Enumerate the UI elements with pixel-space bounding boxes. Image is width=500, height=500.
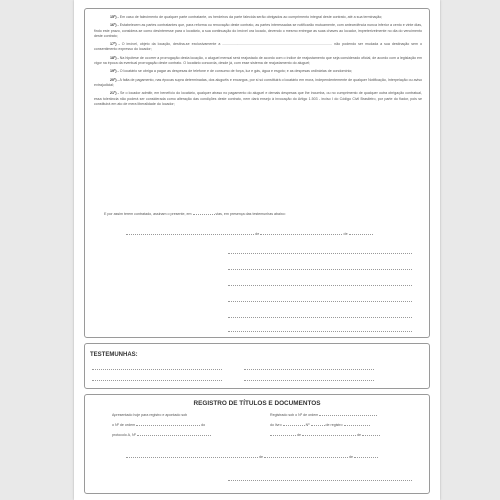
registry-right-row-3: [270, 433, 380, 437]
signature-line-6[interactable]: [228, 331, 412, 332]
registry-left-text-1: Apresentado hoje para registro e apontado sob: [112, 413, 188, 417]
registry-right-row-2: [270, 423, 370, 427]
registry-right-text-3b: de: [357, 433, 361, 437]
registry-bottom-de-1: de: [259, 455, 263, 459]
signature-line-5[interactable]: [228, 317, 412, 318]
registry-left-row-3: [112, 433, 211, 437]
registry-right-text-2c: de registro: [325, 423, 343, 427]
registry-right-text-2a: do livro: [270, 423, 282, 427]
registry-bottom-date-row: [126, 455, 378, 459]
clause-21-text: Se o locador admitir, em benefício do locatário, qualquer atraso no pagamento do aluguel e demais despesas que lhe incumba, ou no cumprimento de qualquer outra obrigação contratual, essa tolerância não poderá ser considerada como alteração das condições deste contrato, nem dará ensejo à invocação do Artigo 1.503 - inciso I do Código Civil Brasileiro, por parte do fiador, pois se constituirá em ato de mera liberalidade do locador;: [94, 91, 422, 106]
registry-year-field[interactable]: [362, 433, 380, 436]
clause-17-number: 17ª) -: [110, 42, 120, 47]
clause-17-text: O imóvel, objeto da locação, destina-se exclusivamente a .............................................................................................................. não podendo ser mudada a sua destinação sem o consentimento expresso do locador;: [94, 42, 422, 52]
contract-page: [74, 0, 440, 500]
registry-right-text-2b: Nº: [305, 423, 310, 427]
signature-line-3[interactable]: [228, 285, 412, 286]
clause-18-number: 18ª) -: [110, 55, 119, 60]
book-number-field[interactable]: [311, 423, 325, 426]
witness-2-doc-line[interactable]: [244, 380, 374, 381]
clause-19-text: O locatário se obriga a pagar as despesas de telefone e de consumo de força, luz e gás, água e esgoto; e as despesas ordinárias de condomínio;: [119, 69, 353, 74]
registry-bottom-de-2: de: [349, 455, 353, 459]
registry-number-field[interactable]: [344, 423, 370, 426]
registry-city-field[interactable]: [126, 455, 258, 458]
clause-20-text: A falta de pagamento, nas épocas supra determinadas, dos aluguéis e encargos, por si só constituirá o locatário em mora, independentemente de qualquer Notificação, Interpelação ou aviso extrajudicial;: [94, 77, 423, 87]
clause-15-number: 15ª) -: [110, 15, 119, 19]
closing-text-after: vias, em presença das testemunhas abaixo:: [215, 212, 286, 216]
signature-line-2[interactable]: [228, 269, 412, 270]
registry-right-row-1: [270, 413, 377, 417]
book-field[interactable]: [283, 423, 305, 426]
registry-right-text-1: Registrado sob o Nº de ordem: [270, 413, 319, 417]
witness-1-doc-line[interactable]: [92, 380, 222, 381]
order-number-field[interactable]: [136, 423, 200, 426]
clause-21-number: 21ª) -: [110, 91, 119, 96]
date-de-1: de: [255, 232, 260, 236]
registry-left-text-2b: do: [201, 423, 206, 427]
registry-title: REGISTRO DE TÍTULOS E DOCUMENTOS: [193, 400, 321, 407]
clause-16-text: Estabelecem as partes contratantes que, para reforma ou renovação deste contrato, as partes interessadas se notificarão mutuamente, com antecedência nunca inferior a cento e vinte dias, findo este prazo, considera-se como desinteresse para o locatário, a sua continuação do imóvel ora locado, devendo o mesmo entregar as suas chaves ao locador, impreterivelmente no dia do vencimento deste contrato;: [94, 23, 422, 38]
registry-signature-line[interactable]: [228, 480, 412, 481]
registry-bottom-month-field[interactable]: [264, 455, 348, 458]
signature-line-4[interactable]: [228, 301, 412, 302]
clause-20-number: 20ª) -: [110, 77, 119, 82]
witness-1-name-line[interactable]: [92, 369, 222, 370]
registry-left-text-3: protocolo A, Nº: [112, 433, 136, 437]
clause-15-text: Em caso de falecimento de qualquer parte contratante, os herdeiros da parte falecida serão obrigados ao cumprimento integral deste contrato, até a sua terminação;: [119, 15, 383, 19]
registry-left-row-1: [112, 413, 187, 417]
date-de-2: de: [343, 232, 348, 236]
registry-left-row-2: [112, 423, 205, 427]
clause-19-number: 19ª) -: [110, 69, 119, 74]
signature-line-1[interactable]: [228, 253, 412, 254]
clause-16-number: 16ª) -: [110, 23, 119, 28]
protocol-number-field[interactable]: [137, 433, 211, 436]
registry-left-text-2a: o Nº de ordem: [112, 423, 136, 427]
closing-text-before: E por assim terem contratado, assinam o presente, em: [104, 212, 192, 216]
witnesses-title: TESTEMUNHAS:: [90, 352, 138, 358]
registry-month-field[interactable]: [302, 433, 356, 436]
witness-2-name-line[interactable]: [244, 369, 374, 370]
registry-order-field[interactable]: [319, 413, 377, 416]
registry-right-text-3a: de: [297, 433, 301, 437]
registry-day-field[interactable]: [270, 433, 296, 436]
clause-18-text: Na hipótese de ocorrer a prorrogação desta locação, o aluguel mensal será reajustado de acordo com o índice de reajustamento que seja considerado oficial, de acordo com a legislação em vigor na época da eventual prorrogação deste contrato. O locatário concorda, desde já, com esse sistema de reajustamento do aluguel;: [94, 55, 422, 65]
registry-bottom-year-field[interactable]: [354, 455, 378, 458]
